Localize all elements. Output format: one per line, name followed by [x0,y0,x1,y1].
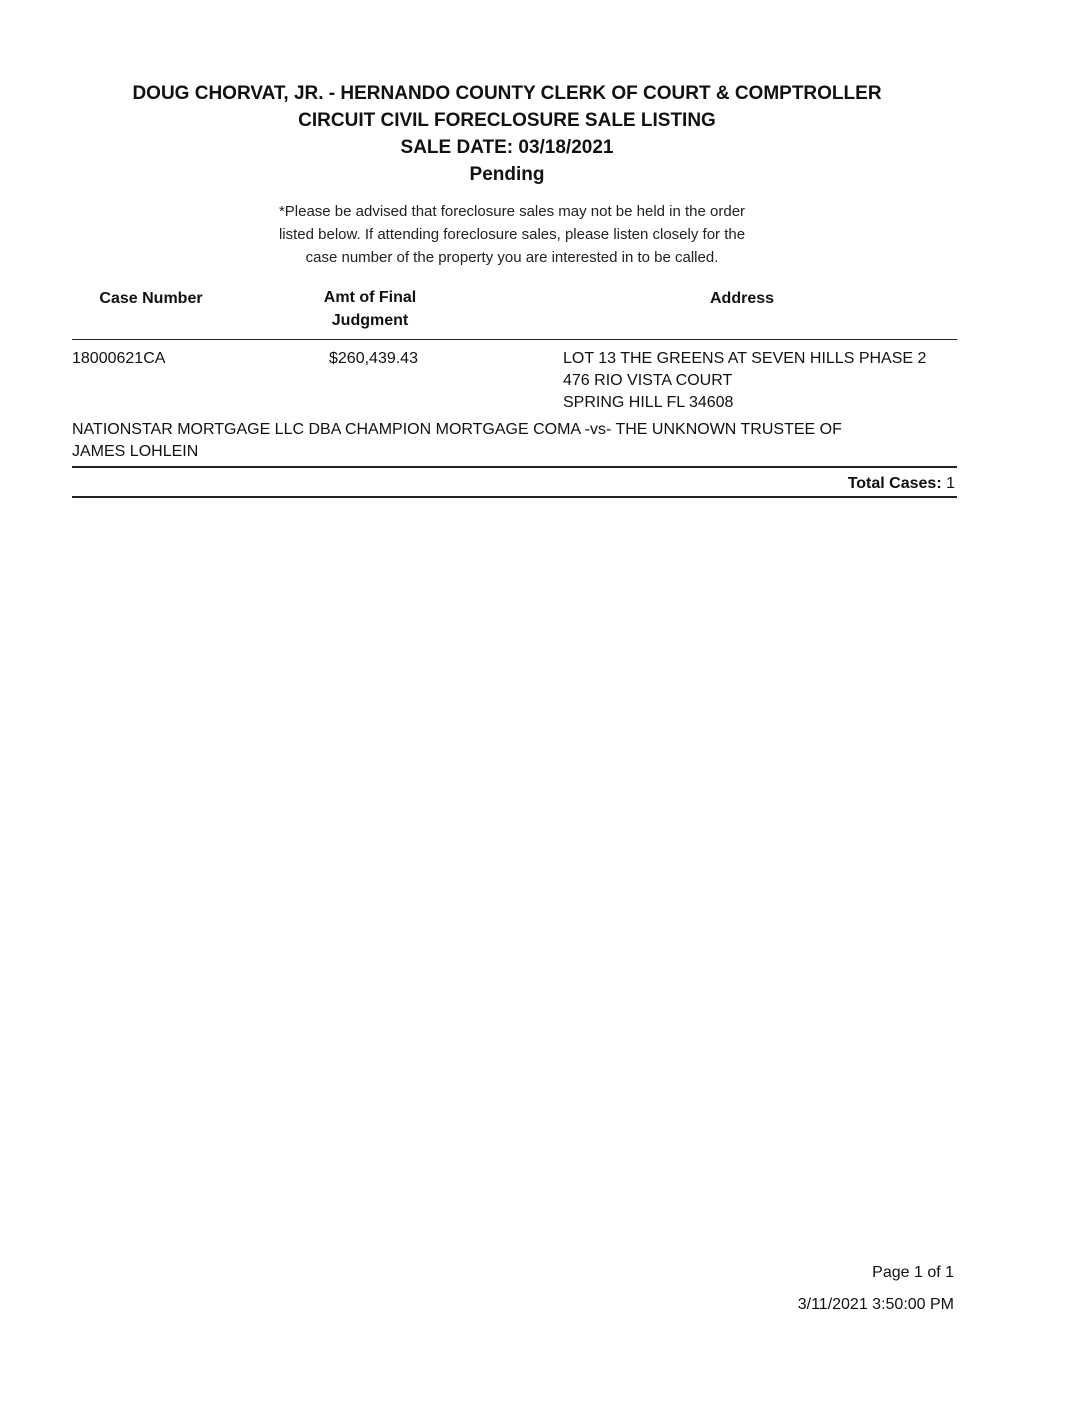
report-header [0,80,1014,188]
column-header-address: Address [709,290,775,307]
listing-title: CIRCUIT CIVIL FORECLOSURE SALE LISTING [298,110,716,131]
page-number: Page 1 of 1 [872,1264,954,1281]
total-cases-value: 1 [946,475,955,492]
notice-line-2: listed below. If attending foreclosure sales, please listen closely for the [278,226,746,243]
advisory-notice [0,200,1024,269]
notice-line-1: *Please be advised that foreclosure sales may not be held in the order [278,203,746,220]
column-header-amount [310,286,430,332]
address-line-3: SPRING HILL FL 34608 [563,394,734,411]
total-divider [72,496,957,498]
total-cases [848,473,955,495]
row-divider [72,466,957,468]
address-line-1: LOT 13 THE GREENS AT SEVEN HILLS PHASE 2 [563,350,927,367]
clerk-title: DOUG CHORVAT, JR. - HERNANDO COUNTY CLERK OF COURT & COMPTROLLER [132,83,882,104]
notice-line-3: case number of the property you are interested in to be called. [305,249,719,266]
column-header-amount-line2: Judgment [331,312,409,329]
header-divider [72,339,957,340]
case-parties: NATIONSTAR MORTGAGE LLC DBA CHAMPION MORTGAGE COMA -vs- THE UNKNOWN TRUSTEE OF JAMES LOHLEIN [72,421,842,460]
column-header-case-number: Case Number [99,290,203,307]
print-timestamp: 3/11/2021 3:50:00 PM [797,1296,954,1313]
judgment-amount-cell: $260,439.43 [329,350,418,367]
sale-date: SALE DATE: 03/18/2021 [400,137,614,158]
address-line-2: 476 RIO VISTA COURT [563,372,733,389]
case-number-cell: 18000621CA [72,350,166,367]
total-cases-label: Total Cases: [847,475,942,492]
status-label: Pending [469,164,545,185]
column-header-amount-line1: Amt of Final [323,289,417,306]
